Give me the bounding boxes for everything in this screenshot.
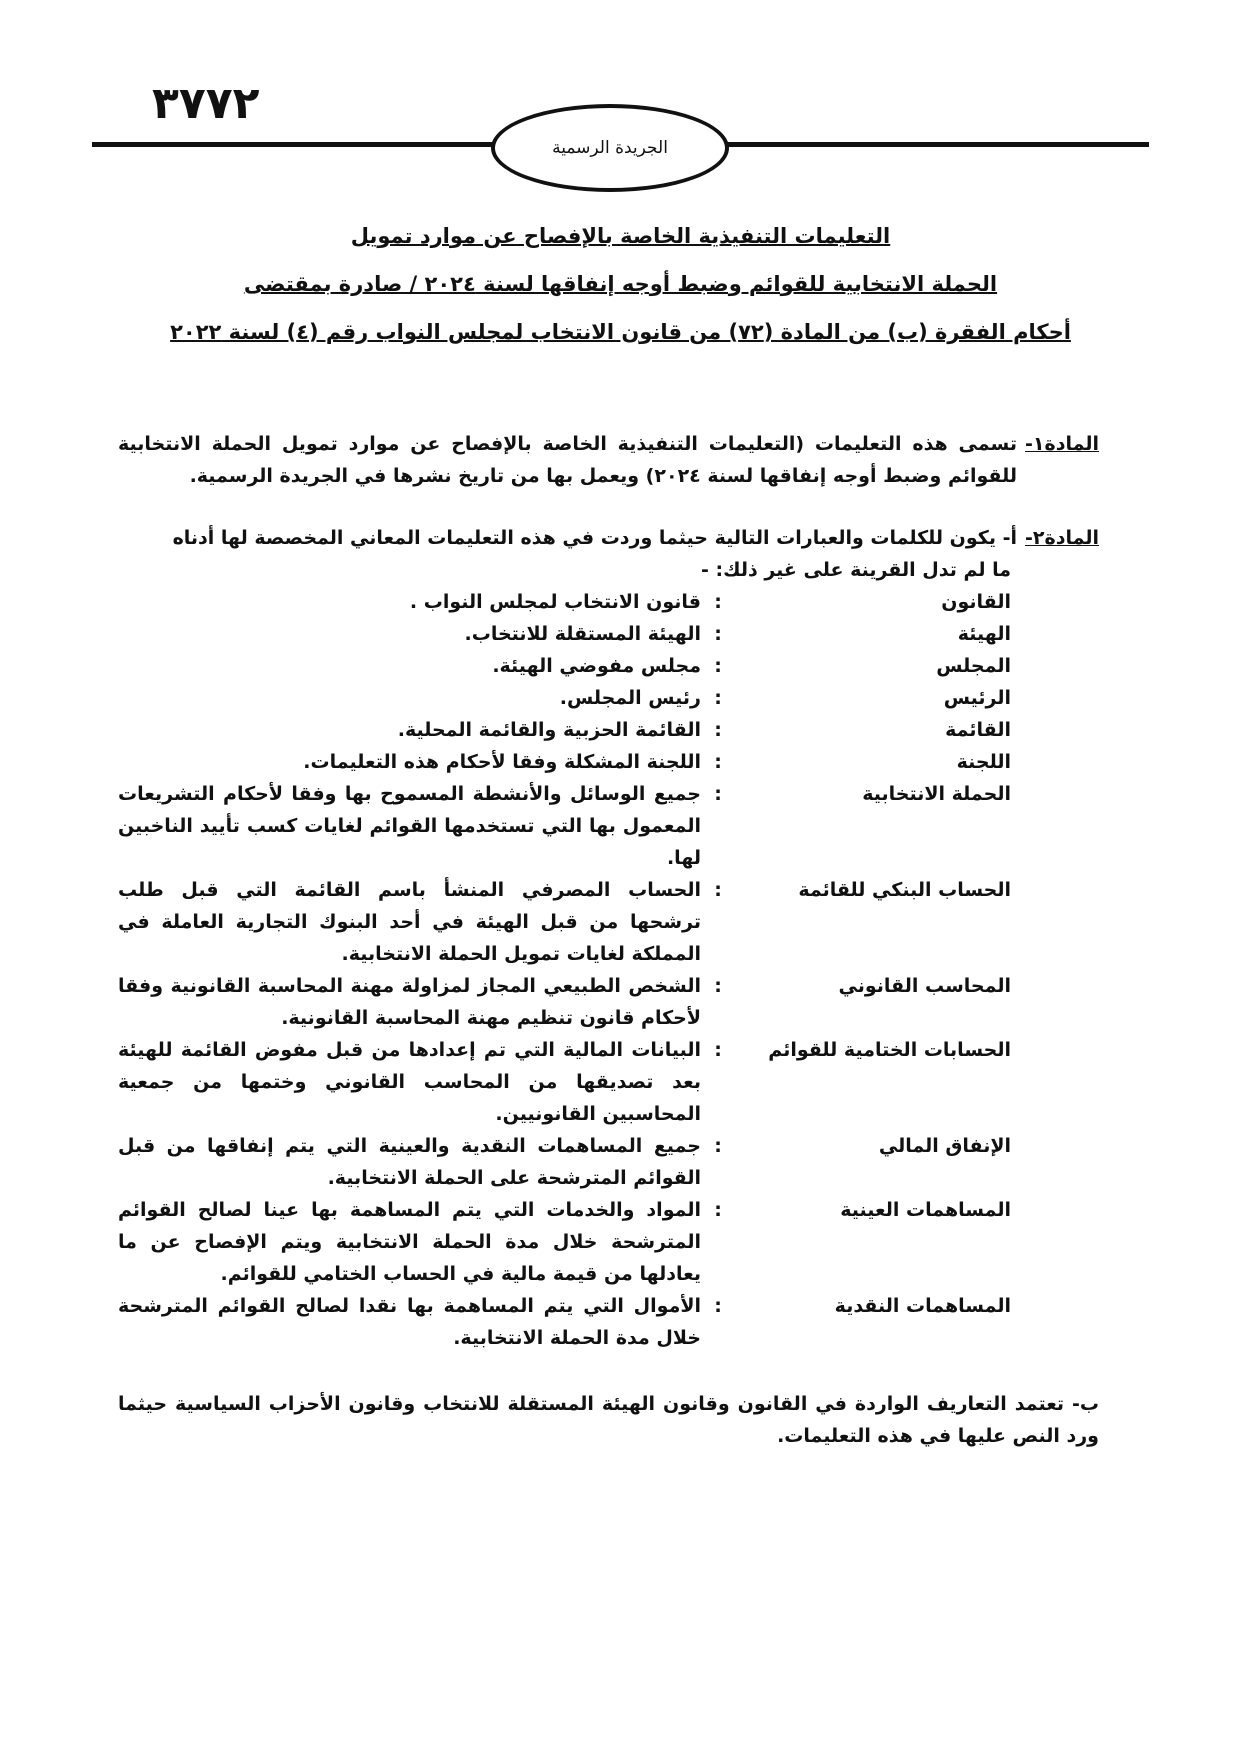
article-2-label: المادة٢- bbox=[1025, 527, 1099, 549]
definition-text: المواد والخدمات التي يتم المساهمة بها عينا لصالح القوائم المترشحة خلال مدة الحملة الانتخابية ويتم الإفصاح عن ما يعادلها من قيمة مالية في الحساب الختامي للقوائم. bbox=[118, 1199, 701, 1285]
gazette-name: الجريدة الرسمية bbox=[552, 138, 668, 158]
definition-term: المساهمات النقدية bbox=[834, 1295, 1011, 1317]
definition-row bbox=[118, 682, 1011, 714]
definition-term: الهيئة bbox=[957, 623, 1011, 645]
page-number: ٣٧٧٢ bbox=[152, 78, 260, 129]
gazette-name-badge bbox=[491, 104, 729, 192]
definition-colon: : bbox=[714, 591, 722, 613]
definition-colon: : bbox=[714, 655, 722, 677]
definition-row bbox=[118, 714, 1011, 746]
definition-term: الحملة الانتخابية bbox=[862, 783, 1011, 805]
article-1 bbox=[118, 428, 1099, 492]
definition-row bbox=[118, 650, 1011, 682]
definition-term: القائمة bbox=[945, 719, 1011, 741]
definition-colon: : bbox=[714, 975, 722, 997]
definition-text: الشخص الطبيعي المجاز لمزاولة مهنة المحاسبة القانونية وفقا لأحكام قانون تنظيم مهنة المحاسبة القانونية. bbox=[118, 975, 701, 1029]
title-line-1: التعليمات التنفيذية الخاصة بالإفصاح عن موارد تمويل bbox=[350, 224, 891, 248]
definition-text: الهيئة المستقلة للانتخاب. bbox=[464, 623, 701, 645]
definitions-list bbox=[118, 586, 1099, 1354]
definition-term: الرئيس bbox=[943, 687, 1011, 709]
definition-text: قانون الانتخاب لمجلس النواب . bbox=[409, 591, 701, 613]
definition-row bbox=[118, 778, 1011, 874]
definition-colon: : bbox=[714, 1295, 722, 1317]
definition-text: مجلس مفوضي الهيئة. bbox=[492, 655, 701, 677]
definition-row bbox=[118, 1194, 1011, 1290]
definition-term: اللجنة bbox=[956, 751, 1011, 773]
definition-text: اللجنة المشكلة وفقا لأحكام هذه التعليمات. bbox=[303, 751, 701, 773]
definition-text: رئيس المجلس. bbox=[559, 687, 701, 709]
title-line-2: الحملة الانتخابية للقوائم وضبط أوجه إنفاقها لسنة ٢٠٢٤ / صادرة بمقتضى bbox=[243, 272, 998, 296]
definition-row bbox=[118, 970, 1011, 1034]
definition-term: القانون bbox=[941, 591, 1011, 613]
definition-row bbox=[118, 874, 1011, 970]
definition-term: المساهمات العينية bbox=[840, 1199, 1011, 1221]
definition-text: جميع الوسائل والأنشطة المسموح بها وفقا لأحكام التشريعات المعمول بها التي تستخدمها القوائم لغايات كسب تأييد الناخبين لها. bbox=[118, 783, 701, 869]
definition-colon: : bbox=[714, 1135, 722, 1157]
definition-term: المجلس bbox=[936, 655, 1011, 677]
definition-colon: : bbox=[714, 1039, 722, 1061]
definition-term: الحساب البنكي للقائمة bbox=[798, 879, 1011, 901]
definition-colon: : bbox=[714, 879, 722, 901]
definition-row bbox=[118, 746, 1011, 778]
definition-row bbox=[118, 1034, 1011, 1130]
definition-row bbox=[118, 586, 1011, 618]
definition-colon: : bbox=[714, 1199, 722, 1221]
definition-colon: : bbox=[714, 751, 722, 773]
definition-term: المحاسب القانوني bbox=[838, 975, 1011, 997]
definition-row bbox=[118, 1290, 1011, 1354]
definition-colon: : bbox=[714, 783, 722, 805]
article-2-intro: أ- يكون للكلمات والعبارات التالية حيثما وردت في هذه التعليمات المعاني المخصصة لها أدناه bbox=[172, 527, 1017, 549]
definition-colon: : bbox=[714, 623, 722, 645]
definition-row bbox=[118, 618, 1011, 650]
definition-term: الإنفاق المالي bbox=[878, 1135, 1011, 1157]
article-2 bbox=[118, 522, 1099, 1452]
definition-term: الحسابات الختامية للقوائم bbox=[768, 1039, 1011, 1061]
definition-colon: : bbox=[714, 687, 722, 709]
article-1-label: المادة١- bbox=[1025, 433, 1099, 455]
title-line-3: أحكام الفقرة (ب) من المادة (٧٢) من قانون الانتخاب لمجلس النواب رقم (٤) لسنة ٢٠٢٢ bbox=[170, 320, 1071, 344]
definition-row bbox=[118, 1130, 1011, 1194]
article-1-text: تسمى هذه التعليمات (التعليمات التنفيذية الخاصة بالإفصاح عن موارد تمويل الحملة الانتخابية للقوائم وضبط أوجه إنفاقها لسنة ٢٠٢٤) ويعمل بها من تاريخ نشرها في الجريدة الرسمية. bbox=[118, 433, 1017, 487]
document-body bbox=[118, 428, 1099, 1452]
definition-text: الأموال التي يتم المساهمة بها نقدا لصالح القوائم المترشحة خلال مدة الحملة الانتخابية. bbox=[118, 1295, 701, 1349]
article-2-subsection-b: ب- تعتمد التعاريف الواردة في القانون وقانون الهيئة المستقلة للانتخاب وقانون الأحزاب السياسية حيثما ورد النص عليها في هذه التعليمات. bbox=[118, 1393, 1099, 1447]
document-title bbox=[150, 212, 1091, 356]
article-2-intro-continued: ما لم تدل القرينة على غير ذلك: - bbox=[701, 559, 1011, 581]
definition-text: جميع المساهمات النقدية والعينية التي يتم إنفاقها من قبل القوائم المترشحة على الحملة الانتخابية. bbox=[118, 1135, 701, 1189]
definition-text: القائمة الحزبية والقائمة المحلية. bbox=[397, 719, 701, 741]
definition-text: الحساب المصرفي المنشأ باسم القائمة التي قبل طلب ترشحها من قبل الهيئة في أحد البنوك التجارية العاملة في المملكة لغايات تمويل الحملة الانتخابية. bbox=[118, 879, 701, 965]
definition-text: البيانات المالية التي تم إعدادها من قبل مفوض القائمة للهيئة بعد تصديقها من المحاسب القانوني وختمها من جمعية المحاسبين القانونيين. bbox=[118, 1039, 701, 1125]
definition-colon: : bbox=[714, 719, 722, 741]
